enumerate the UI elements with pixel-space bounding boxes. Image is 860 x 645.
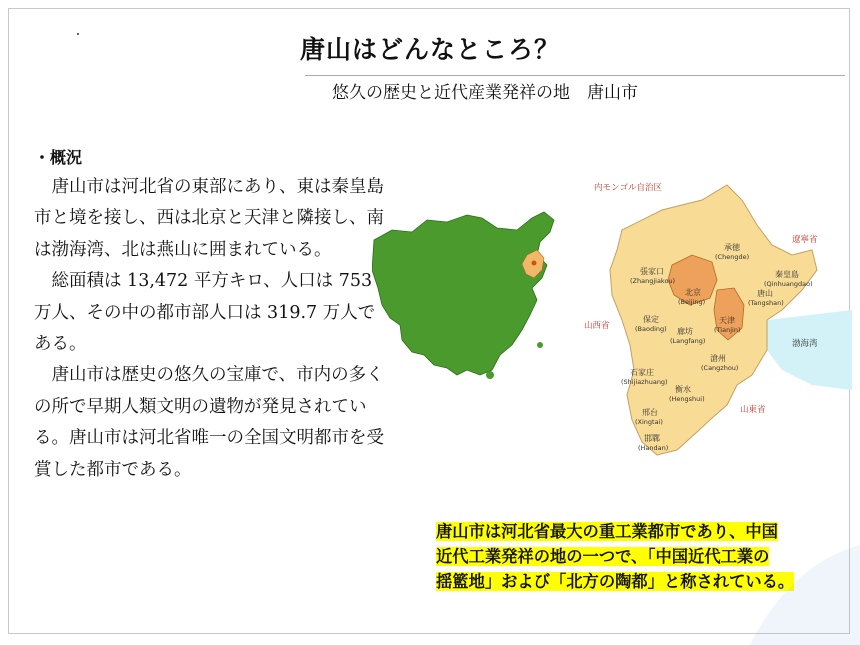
highlight-line: 近代工業発祥の地の一つで、「中国近代工業の (436, 547, 770, 566)
label-bohai: 渤海湾 (792, 339, 818, 349)
highlight-line: 揺籃地」および「北方の陶都」と称されている。 (436, 572, 795, 591)
svg-text:(Zhangjiakou): (Zhangjiakou) (630, 277, 676, 285)
svg-text:邯鄲: 邯鄲 (644, 434, 660, 443)
watermark-logo (720, 525, 860, 645)
label-liaoning: 遼寧省 (792, 235, 818, 245)
svg-text:北京: 北京 (685, 288, 701, 297)
label-shanxi: 山西省 (584, 321, 610, 331)
china-map-shape (372, 212, 554, 375)
overview-heading: ・概況 (34, 148, 83, 167)
page-subtitle: 悠久の歴史と近代産業発祥の地 唐山市 (332, 83, 638, 103)
svg-text:滄州: 滄州 (710, 354, 726, 363)
svg-text:(Tianjin): (Tianjin) (714, 326, 741, 334)
page-title: 唐山はどんなところ？ (299, 35, 560, 64)
svg-text:(Handan): (Handan) (638, 444, 669, 452)
overview-paragraph: 唐山市は歴史の悠久の宝庫で、市内の多くの所で早期人類文明の遺物が発見されている。唐山市は河北省唯一の全国文明都市を受賞した都市である。 (34, 365, 384, 480)
svg-text:(Qinhuangdao): (Qinhuangdao) (764, 280, 813, 288)
highlight-line: 唐山市は河北省最大の重工業都市であり、中国 (436, 522, 778, 541)
title-divider (305, 75, 845, 76)
label-inner-mongolia: 内モンゴル自治区 (594, 183, 663, 193)
svg-text:唐山: 唐山 (757, 289, 773, 298)
svg-text:(Xingtai): (Xingtai) (635, 418, 663, 426)
svg-text:(Tangshan): (Tangshan) (748, 299, 784, 307)
map-figure (372, 170, 852, 460)
svg-text:石家庄: 石家庄 (630, 368, 654, 377)
hebei-map-svg (372, 170, 852, 460)
bohai-sea-shape (767, 310, 852, 390)
overview-body (34, 172, 384, 486)
taiwan-island (537, 342, 543, 348)
svg-text:(Langfang): (Langfang) (670, 337, 706, 345)
svg-text:天津: 天津 (719, 316, 735, 325)
svg-text:(Beijing): (Beijing) (678, 298, 706, 306)
svg-text:(Hengshui): (Hengshui) (669, 395, 705, 403)
svg-text:廊坊: 廊坊 (677, 327, 693, 336)
label-shandong: 山東省 (740, 405, 766, 415)
svg-text:張家口: 張家口 (640, 267, 664, 276)
svg-text:秦皇島: 秦皇島 (775, 270, 799, 279)
svg-text:承徳: 承徳 (724, 243, 740, 252)
svg-text:邢台: 邢台 (642, 408, 658, 417)
svg-text:保定: 保定 (643, 315, 659, 324)
svg-text:(Baoding): (Baoding) (635, 325, 667, 333)
overview-paragraph: 唐山市は河北省の東部にあり、東は秦皇島市と境を接し、西は北京と天津と隣接し、南は渤海湾、北は燕山に囲まれている。 (34, 177, 384, 260)
overview-paragraph: 総面積は 13,472 平方キロ、人口は 753 万人、その中の都市部人口は 319.7 万人である。 (34, 271, 376, 355)
svg-text:(Shijiazhuang): (Shijiazhuang) (621, 378, 668, 386)
hainan-island (486, 371, 494, 379)
svg-text:衡水: 衡水 (675, 385, 691, 394)
beijing-inset-marker (532, 261, 537, 266)
svg-text:(Chengde): (Chengde) (715, 253, 750, 261)
svg-text:(Cangzhou): (Cangzhou) (701, 364, 739, 372)
